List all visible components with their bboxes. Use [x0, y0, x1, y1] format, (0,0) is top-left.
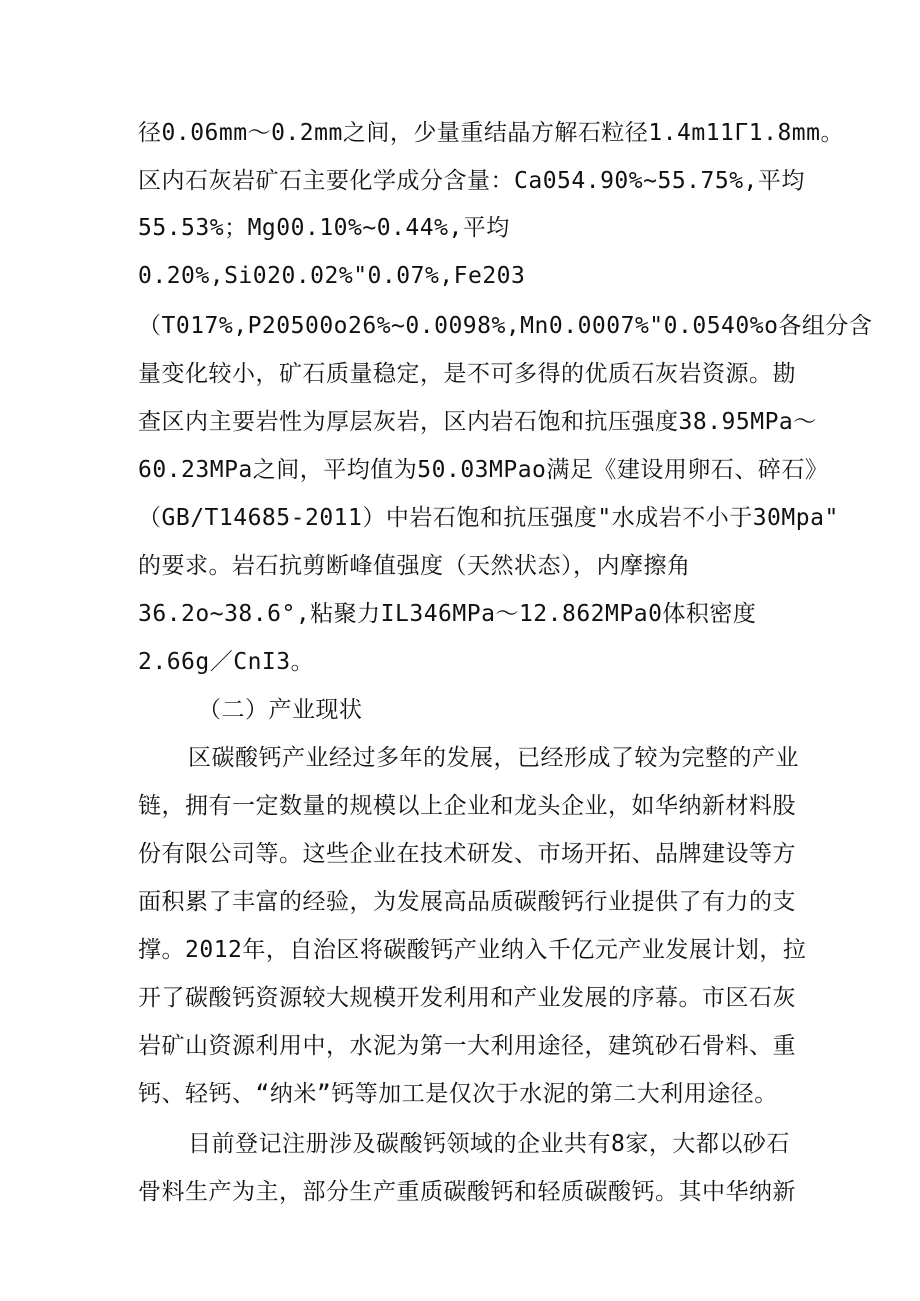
text-line: 的要求。岩石抗剪断峰值强度（天然状态），内摩擦角: [138, 553, 691, 579]
paragraph-line: 目前登记注册涉及碳酸钙领域的企业共有8家，大都以砂石: [188, 1131, 790, 1157]
text-line: 2.66g／CnI3。: [138, 649, 315, 675]
paragraph-line: 岩矿山资源利用中，水泥为第一大利用途径，建筑砂石骨料、重: [138, 1033, 796, 1059]
section-heading: （二）产业现状: [198, 697, 363, 723]
text-line: （GB/T14685-2011）中岩石饱和抗压强度"水成岩不小于30Mpa": [138, 505, 839, 531]
text-line: 60.23MPa之间，平均值为50.03MPao满足《建设用卵石、碎石》: [138, 457, 829, 483]
paragraph-line: 骨料生产为主，部分生产重质碳酸钙和轻质碳酸钙。其中华纳新: [138, 1179, 796, 1205]
paragraph-line: 开了碳酸钙资源较大规模开发利用和产业发展的序幕。市区石灰: [138, 985, 796, 1011]
text-line: 36.2o~38.6°,粘聚力IL346MPa～12.862MPa0体积密度: [138, 601, 757, 627]
paragraph-line: 撑。2012年，自治区将碳酸钙产业纳入千亿元产业发展计划，拉: [138, 937, 807, 963]
text-line: 55.53%；Mg00.10%~0.44%,平均: [138, 215, 510, 241]
paragraph-line: 链，拥有一定数量的规模以上企业和龙头企业，如华纳新材料股: [138, 793, 796, 819]
text-line: 查区内主要岩性为厚层灰岩，区内岩石饱和抗压强度38.95MPa～: [138, 409, 817, 435]
text-line: （T017%,P20500o26%~0.0098%,Mn0.0007%"0.0540%o各组分含: [138, 313, 873, 339]
text-line: 区内石灰岩矿石主要化学成分含量：Ca054.90%~55.75%,平均: [138, 168, 805, 194]
paragraph-line: 钙、轻钙、“纳米”钙等加工是仅次于水泥的第二大利用途径。: [138, 1081, 778, 1107]
paragraph-line: 面积累了丰富的经验，为发展高品质碳酸钙行业提供了有力的支: [138, 889, 796, 915]
text-line: 量变化较小，矿石质量稳定，是不可多得的优质石灰岩资源。勘: [138, 361, 796, 387]
text-line: 径0.06mm～0.2mm之间，少量重结晶方解石粒径1.4m11Γ1.8mm。: [138, 120, 844, 146]
paragraph-line: 份有限公司等。这些企业在技术研发、市场开拓、品牌建设等方: [138, 841, 796, 867]
text-line: 0.20%,Si020.02%"0.07%,Fe203: [138, 263, 526, 289]
paragraph-line: 区碳酸钙产业经过多年的发展，已经形成了较为完整的产业: [188, 745, 799, 771]
